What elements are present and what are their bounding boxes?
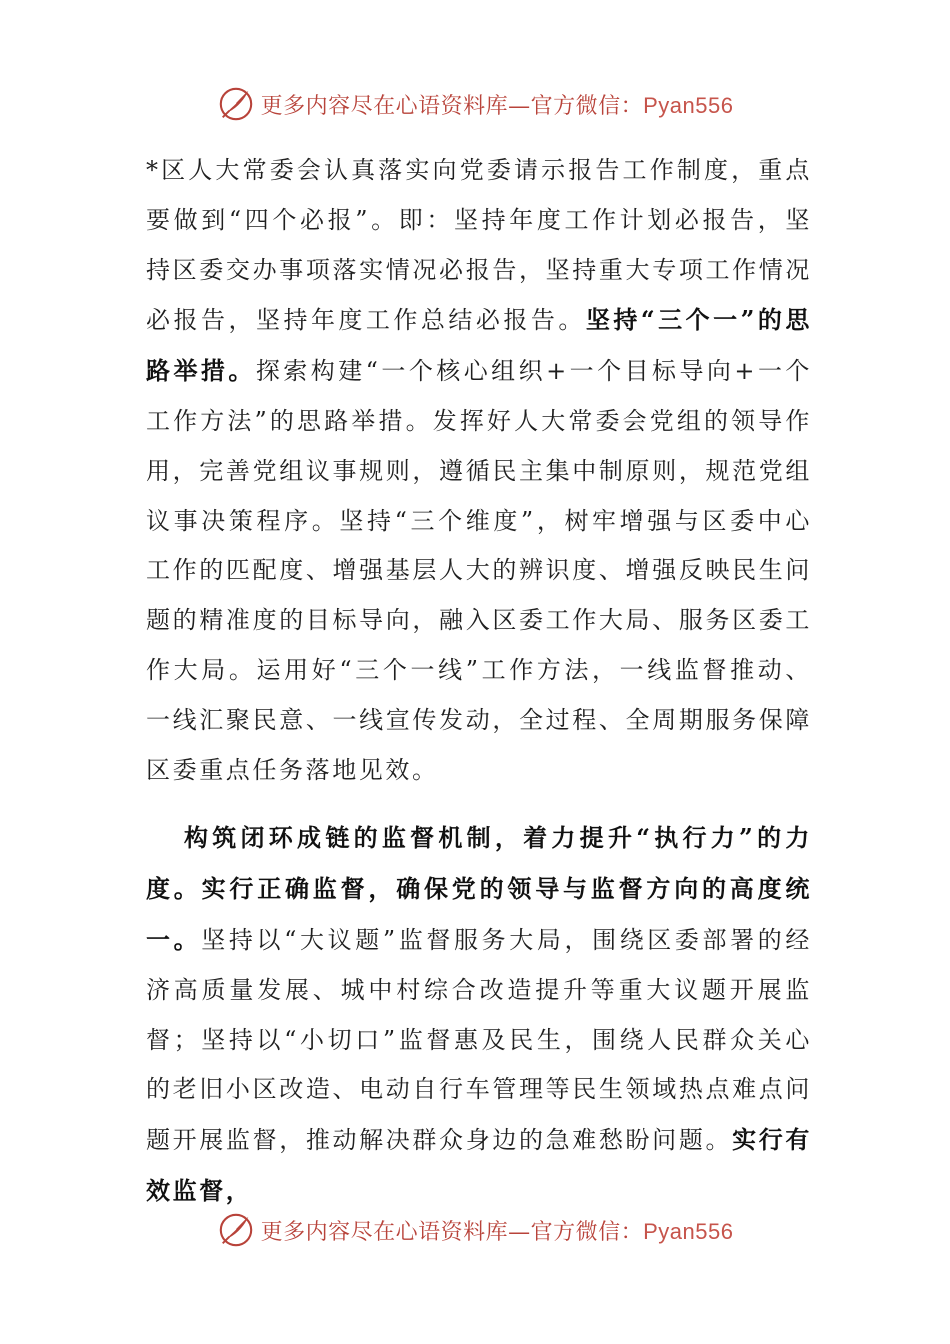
banner-wechat-id: Pyan556 <box>643 1218 734 1244</box>
header-banner <box>0 82 950 126</box>
paragraph <box>146 146 812 795</box>
paragraph-bold-heading: 构筑闭环成链的监督机制，着力提升“执行力”的力度。实行正确监督，确保党的领导与监督方向的高度统一。 <box>146 823 812 954</box>
paragraph-bold-heading: 坚持“三个一”的思路举措。 <box>146 305 812 386</box>
banner-text: 更多内容尽在心语资料库—官方微信： <box>260 93 644 119</box>
paragraph <box>146 813 812 1216</box>
document-body <box>146 146 812 1217</box>
footer-banner <box>0 1208 950 1252</box>
quill-logo-icon <box>217 85 255 123</box>
quill-logo-icon <box>217 1211 255 1249</box>
banner-text: 更多内容尽在心语资料库—官方微信： <box>260 1219 644 1245</box>
paragraph-text: 坚持以“大议题”监督服务大局，围绕区委部署的经济高质量发展、城中村综合改造提升等重大议题开展监督；坚持以“小切口”监督惠及民生，围绕人民群众关心的老旧小区改造、电动自行车管理等民生领域热点难点问题开展监督，推动解决群众身边的急难愁盼问题。 <box>146 925 813 1155</box>
paragraph-text: *区人大常委会认真落实向党委请示报告工作制度，重点要做到“四个必报”。即：坚持年度工作计划必报告，坚持区委交办事项落实情况必报告，坚持重大专项工作情况必报告，坚持年度工作总结必报告。 <box>146 156 812 335</box>
paragraph-bold-heading: 实行有效监督， <box>146 1125 812 1205</box>
paragraph-text: 探索构建“一个核心组织+一个目标导向+一个工作方法”的思路举措。发挥好人大常委会党组的领导作用，完善党组议事规则，遵循民主集中制原则，规范党组议事决策程序。坚持“三个维度”，树牢增强与区委中心工作的匹配度、增强基层人大的辨识度、增强反映民生问题的精准度的目标导向，融入区委工作大局、服务区委工作大局。运用好“三个一线”工作方法，一线监督推动、一线汇聚民意、一线宣传发动，全过程、全周期服务保障区委重点任务落地见效。 <box>146 357 812 784</box>
banner-wechat-id: Pyan556 <box>643 92 734 118</box>
